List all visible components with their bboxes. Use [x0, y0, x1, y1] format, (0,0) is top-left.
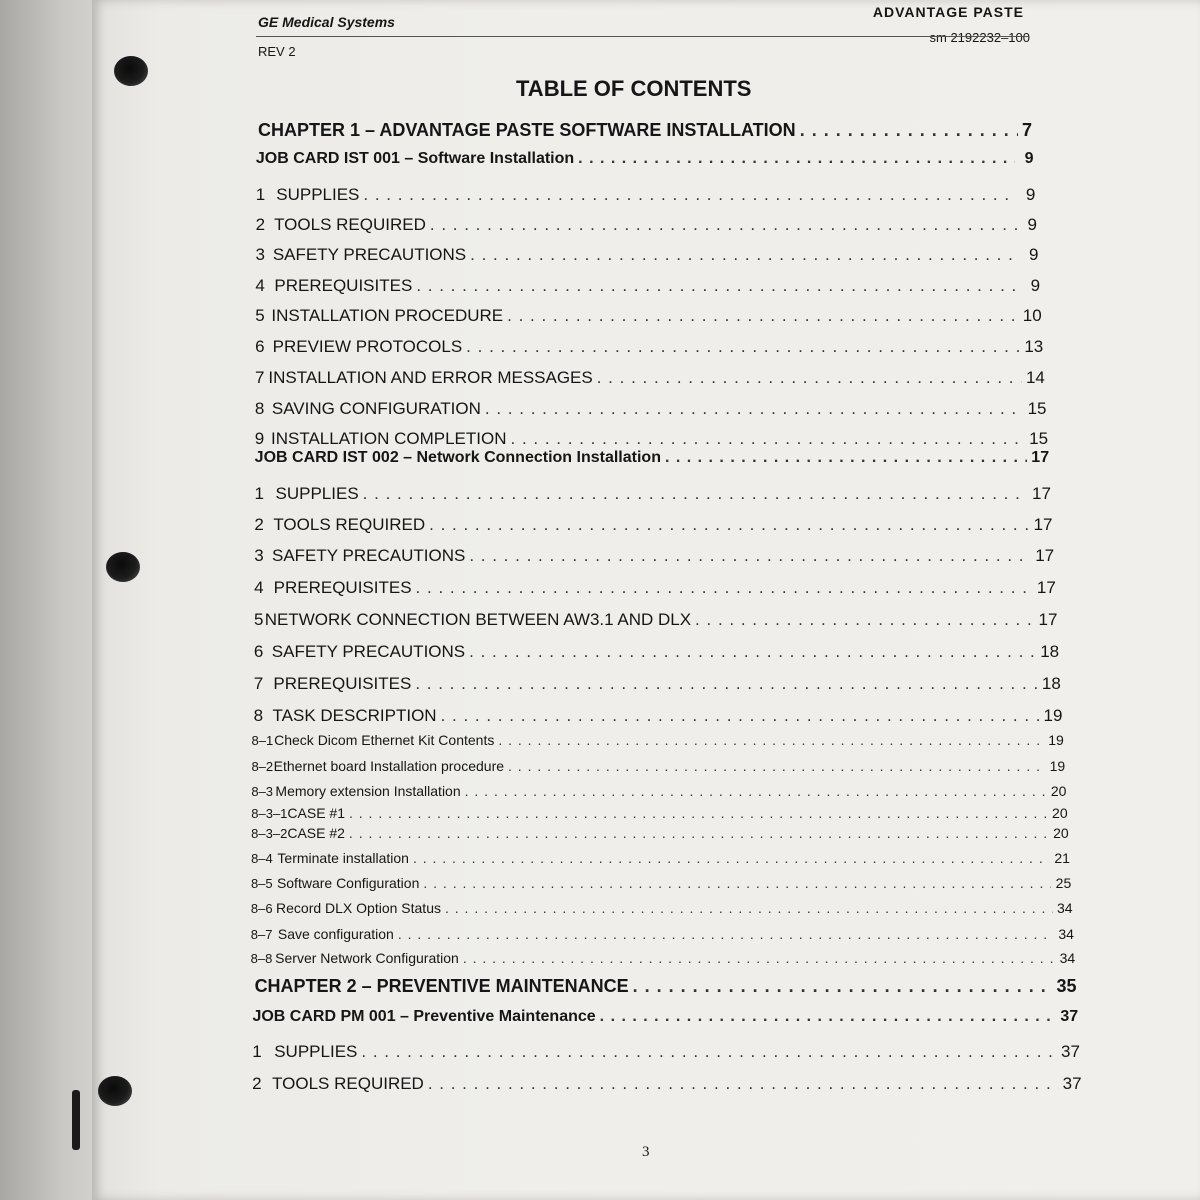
toc-entry: [255, 276, 1040, 296]
toc-entry-title: Check Dicom Ethernet Kit Contents: [274, 732, 495, 748]
toc-entry-page: 37: [1062, 1074, 1082, 1093]
toc-entry-page: 37: [1061, 1042, 1080, 1061]
toc-entry: [254, 642, 1059, 662]
toc-entry: [251, 758, 1065, 774]
toc-entry-number: 4: [255, 276, 265, 295]
toc-leader-dots: [363, 185, 1013, 205]
toc-entry-title: TOOLS REQUIRED: [273, 515, 426, 534]
toc-leader-dots: [498, 732, 1044, 748]
toc-entry: [256, 215, 1037, 235]
toc-entry-page: 17: [1031, 484, 1051, 503]
toc-entry-number: 2: [252, 1074, 262, 1093]
toc-entry-title: Server Network Configuration: [275, 950, 459, 966]
toc-entry: [255, 449, 1049, 467]
toc-entry-page: 17: [1033, 515, 1053, 534]
toc-leader-dots: [441, 706, 1040, 726]
toc-leader-dots: [469, 546, 1031, 566]
toc-entry-title: Ethernet board Installation procedure: [273, 758, 505, 774]
toc-entry: [254, 546, 1054, 566]
toc-entry-page: 21: [1054, 850, 1070, 866]
toc-entry-title: SAFETY PRECAUTIONS: [271, 642, 466, 661]
toc-entry-page: 20: [1053, 825, 1069, 841]
toc-entry: [255, 399, 1047, 419]
toc-entry-page: 34: [1058, 926, 1074, 942]
toc-entry-title: SUPPLIES: [275, 484, 359, 503]
toc-entry: [252, 1042, 1080, 1062]
toc-leader-dots: [507, 306, 1019, 326]
toc-leader-dots: [423, 875, 1051, 891]
toc-entry: [256, 185, 1036, 205]
toc-entry-page: 18: [1040, 642, 1060, 661]
toc-entry: [254, 515, 1052, 535]
toc-entry-title: Terminate installation: [277, 850, 409, 866]
toc-entry-number: 6: [253, 642, 264, 661]
toc-entry: [251, 805, 1067, 821]
toc-leader-dots: [415, 674, 1038, 694]
toc-leader-dots: [349, 805, 1046, 821]
toc-entry-page: 9: [1030, 276, 1041, 295]
toc-entry-page: 19: [1043, 706, 1063, 725]
toc-entry: [252, 732, 1064, 748]
toc-entry-number: 5: [255, 306, 265, 325]
toc-leader-dots: [465, 783, 1047, 799]
toc-entry-title: PREREQUISITES: [274, 276, 413, 295]
toc-entry: [255, 368, 1045, 388]
toc-leader-dots: [361, 1042, 1056, 1062]
toc-entry-title: JOB CARD PM 001 – Preventive Maintenance: [252, 1008, 596, 1025]
toc-leader-dots: [430, 215, 1017, 235]
toc-entry-page: 17: [1038, 610, 1058, 629]
toc-entry-number: 5: [254, 610, 264, 629]
toc-entry-page: 9: [1024, 150, 1034, 167]
toc-entry: [256, 245, 1039, 265]
toc-entry-number: 4: [254, 578, 264, 597]
toc-entry-title: CASE #1: [287, 805, 345, 821]
toc-entry: [256, 150, 1034, 168]
toc-entry-number: 1: [255, 185, 266, 204]
toc-entry-title: INSTALLATION COMPLETION: [270, 429, 507, 448]
toc-entry-number: 8: [253, 706, 264, 725]
toc-entry-number: 8: [254, 399, 265, 418]
toc-entry-page: 9: [1027, 215, 1037, 234]
toc-entry: [258, 120, 1032, 141]
toc-leader-dots: [416, 276, 1019, 296]
toc-entry: [255, 306, 1041, 326]
toc-entry: [255, 976, 1077, 997]
page-title: TABLE OF CONTENTS: [516, 76, 752, 101]
toc-entry-title: TOOLS REQUIRED: [272, 1074, 424, 1093]
toc-entry-title: NETWORK CONNECTION BETWEEN AW3.1 AND DLX: [264, 610, 692, 629]
toc-leader-dots: [413, 850, 1050, 866]
toc-entry-title: JOB CARD IST 002 – Network Connection Installation: [254, 449, 661, 466]
toc-leader-dots: [349, 825, 1047, 841]
toc-leader-dots: [428, 1074, 1059, 1094]
toc-entry-number: 8–3: [251, 784, 274, 799]
toc-entry-title: JOB CARD IST 001 – Software Installation: [255, 150, 575, 167]
toc-entry-page: 20: [1052, 805, 1068, 821]
toc-entry-number: 3: [255, 245, 265, 264]
toc-entry-number: 8–5: [250, 876, 273, 891]
toc-entry-title: PREREQUISITES: [273, 674, 412, 693]
toc-entry: [252, 1008, 1078, 1026]
toc-entry: [251, 900, 1073, 916]
toc-leader-dots: [363, 484, 1028, 504]
toc-entry-page: 19: [1048, 732, 1064, 748]
toc-entry-title: SAVING CONFIGURATION: [271, 399, 481, 418]
toc-entry-page: 13: [1024, 337, 1044, 356]
toc-entry-number: 8–6: [250, 901, 273, 916]
toc-entry-page: 37: [1060, 1008, 1079, 1025]
header-product: ADVANTAGE PASTE: [872, 4, 1024, 20]
toc-entry-title: TASK DESCRIPTION: [272, 706, 437, 725]
toc-leader-dots: [485, 399, 1024, 419]
toc-leader-dots: [600, 1008, 1057, 1026]
toc-entry-title: SUPPLIES: [276, 185, 360, 204]
toc-entry-page: 15: [1029, 429, 1049, 448]
toc-leader-dots: [429, 515, 1029, 535]
toc-entry: [251, 783, 1066, 799]
toc-entry-page: 17: [1036, 578, 1056, 597]
toc-entry-number: 6: [255, 337, 265, 356]
toc-entry-title: Record DLX Option Status: [276, 900, 441, 916]
toc-entry: [252, 1074, 1081, 1094]
toc-leader-dots: [469, 642, 1036, 662]
toc-entry: [255, 484, 1051, 504]
toc-entry: [254, 578, 1056, 598]
toc-entry-page: 17: [1035, 546, 1055, 565]
toc-entry: [255, 429, 1048, 449]
page-number: 3: [642, 1144, 650, 1160]
toc-entry-page: 25: [1055, 875, 1072, 891]
toc-entry-page: 34: [1059, 950, 1076, 966]
toc-leader-dots: [445, 900, 1053, 916]
toc-entry-page: 9: [1025, 185, 1036, 204]
toc-entry-number: 7: [255, 368, 265, 387]
toc-entry-title: PREREQUISITES: [273, 578, 412, 597]
toc-entry: [251, 926, 1074, 942]
toc-entry-page: 34: [1056, 900, 1073, 916]
toc-entry: [251, 825, 1068, 841]
toc-leader-dots: [633, 976, 1053, 997]
toc-entry-page: 35: [1056, 976, 1077, 996]
toc-leader-dots: [470, 245, 1019, 265]
toc-entry-page: 19: [1049, 758, 1066, 774]
toc-entry-page: 14: [1025, 368, 1045, 387]
toc-entry-title: SUPPLIES: [274, 1042, 358, 1061]
toc-entry-title: CHAPTER 1 – ADVANTAGE PASTE SOFTWARE INSTALLATION: [258, 120, 796, 140]
toc-entry-page: 20: [1050, 783, 1067, 799]
toc-entry-title: PREVIEW PROTOCOLS: [272, 337, 463, 356]
toc-leader-dots: [597, 368, 1022, 388]
toc-entry-title: SAFETY PRECAUTIONS: [272, 546, 466, 565]
toc-entry-number: 2: [255, 215, 266, 234]
toc-leader-dots: [695, 610, 1035, 630]
toc-entry-title: INSTALLATION AND ERROR MESSAGES: [268, 368, 593, 387]
toc-entry-number: 1: [254, 484, 264, 503]
toc-entry: [254, 610, 1057, 630]
header-company: GE Medical Systems: [258, 14, 395, 30]
toc-leader-dots: [665, 449, 1027, 467]
toc-entry-number: 8–3–1: [251, 806, 288, 821]
toc-entry: [251, 950, 1075, 966]
toc-entry-number: 7: [253, 674, 264, 693]
toc-entry-title: CHAPTER 2 – PREVENTIVE MAINTENANCE: [254, 976, 629, 996]
toc-entry-title: Memory extension Installation: [275, 783, 461, 799]
toc-entry-page: 9: [1029, 245, 1039, 264]
toc-entry-number: 2: [254, 515, 264, 534]
toc-leader-dots: [800, 120, 1018, 141]
toc-leader-dots: [511, 429, 1026, 449]
toc-leader-dots: [463, 950, 1056, 966]
toc-entry-title: INSTALLATION PROCEDURE: [271, 306, 504, 325]
toc-leader-dots: [398, 926, 1054, 942]
toc-leader-dots: [466, 337, 1020, 357]
toc-entry: [251, 875, 1071, 891]
toc-entry-number: 8–1: [251, 733, 274, 748]
header-doc-number: sm 2192232–100: [929, 30, 1030, 45]
toc-entry-page: 18: [1041, 674, 1061, 693]
header-revision: REV 2: [258, 44, 296, 59]
toc-entry-title: CASE #2: [287, 825, 345, 841]
toc-entry-number: 8–8: [250, 951, 273, 966]
toc-entry-page: 10: [1022, 306, 1042, 325]
toc-entry-number: 8–3–2: [251, 826, 288, 841]
toc-leader-dots: [578, 150, 1015, 168]
toc-entry-title: Save configuration: [277, 926, 394, 942]
toc-entry-page: 15: [1027, 399, 1047, 418]
toc-entry-title: SAFETY PRECAUTIONS: [272, 245, 467, 264]
toc-entry-page: 7: [1021, 120, 1032, 140]
toc-entry-number: 3: [254, 546, 264, 565]
toc-entry-number: 1: [252, 1042, 262, 1061]
toc-entry-number: 8–7: [250, 927, 273, 942]
toc-entry-number: 9: [254, 429, 265, 448]
toc-entry-title: TOOLS REQUIRED: [274, 215, 426, 234]
toc-entry-number: 8–2: [251, 759, 274, 774]
toc-entry-number: 8–4: [251, 851, 273, 866]
toc-entry-page: 17: [1031, 449, 1050, 466]
toc-entry: [254, 674, 1061, 694]
toc-entry-title: Software Configuration: [276, 875, 420, 891]
toc-leader-dots: [508, 758, 1046, 774]
toc-leader-dots: [416, 578, 1033, 598]
toc-entry: [254, 706, 1063, 726]
toc-entry: [251, 850, 1070, 866]
toc-entry: [255, 337, 1043, 357]
